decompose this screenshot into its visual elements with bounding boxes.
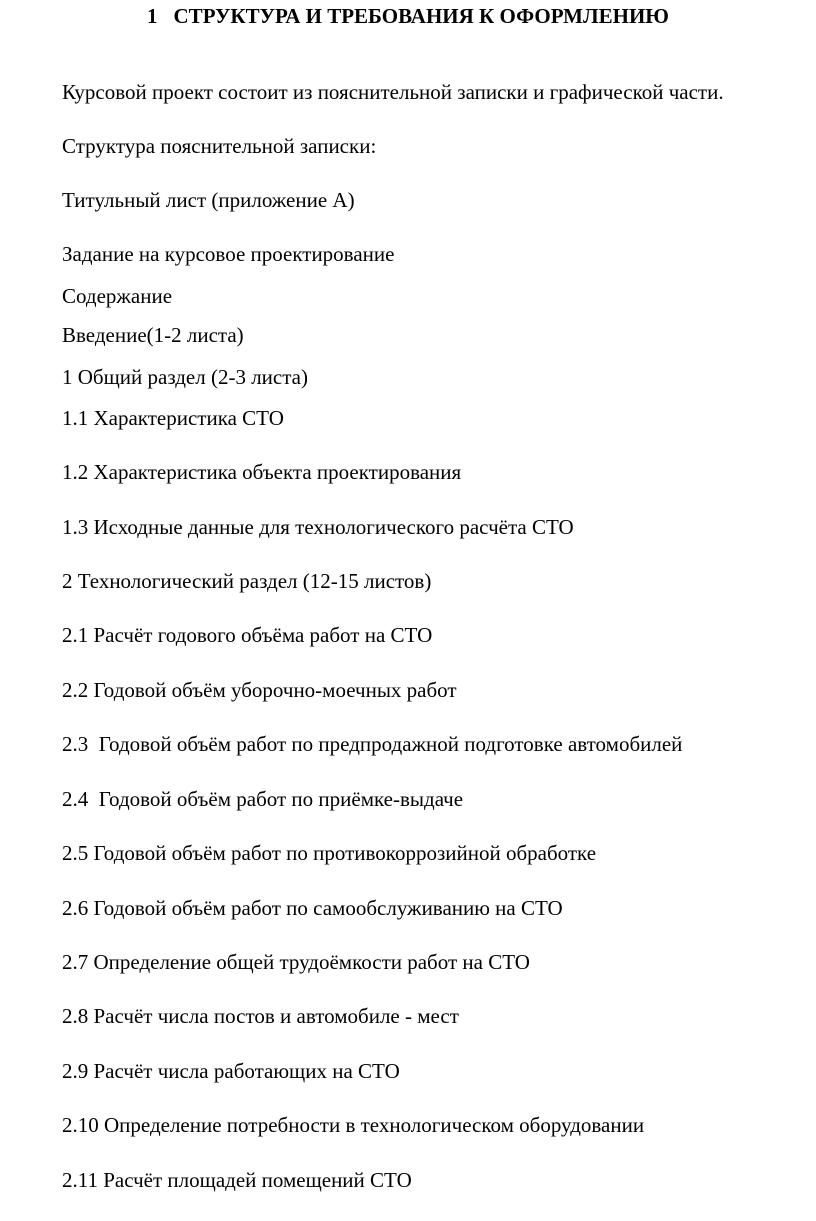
toc-item-1-1: 1.1 Характеристика СТО [62, 406, 284, 430]
section-heading [0, 2, 816, 30]
toc-item-2-3: 2.3 Годовой объём работ по предпродажной подготовке автомобилей [62, 732, 683, 756]
toc-item-1-3: 1.3 Исходные данные для технологического расчёта СТО [62, 515, 574, 539]
structure-label: Структура пояснительной записки: [62, 134, 377, 158]
toc-item-2-8: 2.8 Расчёт числа постов и автомобиле - мест [62, 1004, 459, 1028]
toc-item-2-4: 2.4 Годовой объём работ по приёмке-выдаче [62, 787, 464, 811]
toc-item-1-2: 1.2 Характеристика объекта проектирования [62, 460, 462, 484]
toc-item-2-7: 2.7 Определение общей трудоёмкости работ на СТО [62, 950, 530, 974]
toc-item-2-5: 2.5 Годовой объём работ по противокоррозийной обработке [62, 841, 597, 865]
intro-paragraph: Курсовой проект состоит из пояснительной записки и графической части. [62, 80, 724, 104]
toc-item-section-1: 1 Общий раздел (2-3 листа) [62, 365, 308, 389]
toc-item-assignment: Задание на курсовое проектирование [62, 242, 395, 266]
toc-item-2-11: 2.11 Расчёт площадей помещений СТО [62, 1168, 412, 1192]
toc-item-2-9: 2.9 Расчёт числа работающих на СТО [62, 1059, 400, 1083]
toc-item-2-1: 2.1 Расчёт годового объёма работ на СТО [62, 623, 433, 647]
toc-item-introduction: Введение(1-2 листа) [62, 323, 244, 347]
toc-item-section-2: 2 Технологический раздел (12-15 листов) [62, 569, 432, 593]
toc-item-2-6: 2.6 Годовой объём работ по самообслуживанию на СТО [62, 896, 563, 920]
section-title: СТРУКТУРА И ТРЕБОВАНИЯ К ОФОРМЛЕНИЮ [173, 4, 669, 28]
toc-item-2-10: 2.10 Определение потребности в технологическом оборудовании [62, 1113, 645, 1137]
toc-item-contents: Содержание [62, 284, 173, 308]
section-number: 1 [147, 4, 158, 28]
toc-item-2-2: 2.2 Годовой объём уборочно-моечных работ [62, 678, 457, 702]
toc-item-title-page: Титульный лист (приложение А) [62, 188, 355, 212]
